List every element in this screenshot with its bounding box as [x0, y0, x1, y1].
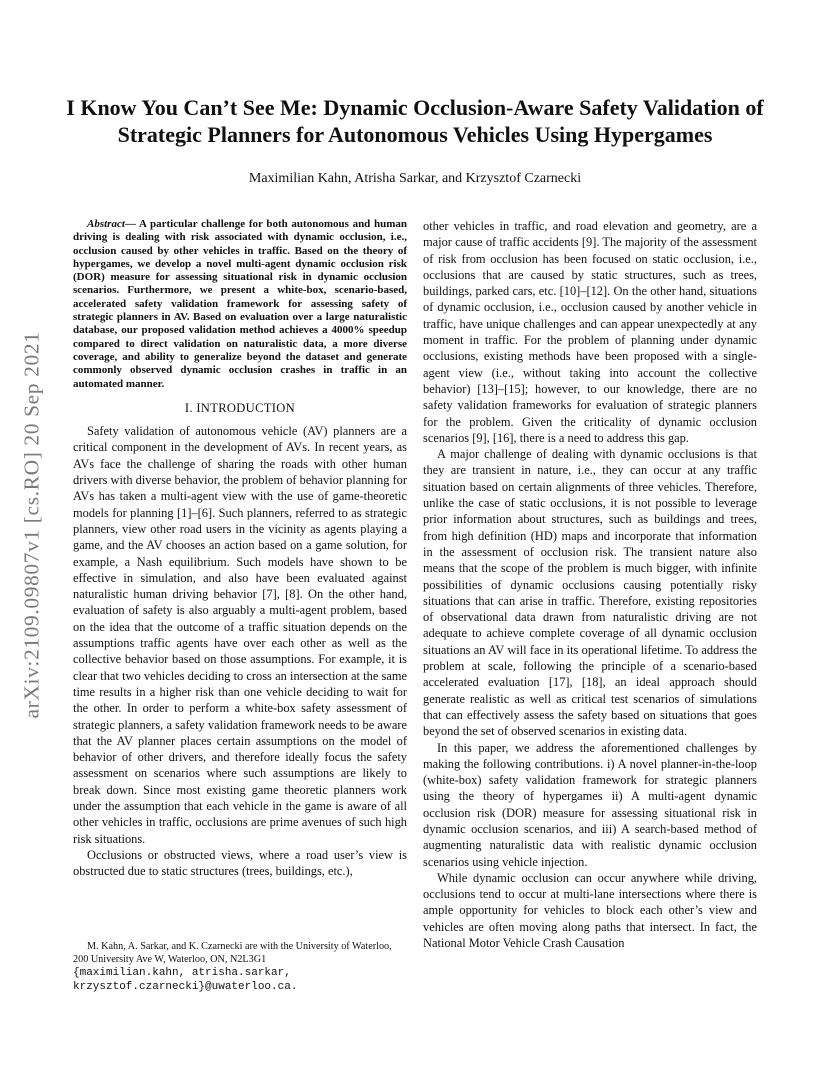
abstract [73, 218, 407, 391]
affiliation-footnote [73, 940, 407, 994]
footnote-email-line: krzysztof.czarnecki}@uwaterloo.ca. [73, 981, 298, 993]
author-list: Maximilian Kahn, Atrisha Sarkar, and Krzysztof Czarnecki [248, 171, 582, 186]
intro-paragraph: Safety validation of autonomous vehicle (AV) planners are a critical component in the development of AVs. In recent years, as AVs face the challenge of sharing the roads with other human drivers with diverse behavior, the problem of behavior planning for AVs has taken a multi-agent view with the use of game-theoretic models for planning [1]–[6]. Such planners, referred to as strategic planners, view other road users in the vicinity as agents playing a game, and the AV chooses an action based on a game solution, for example, a Nash equilibrium. Such models have shown to be effective in simulation, and also have been evaluated against naturalistic human driving behavior [7], [8]. On the other hand, evaluation of safety is also arguably a multi-agent problem, based on the idea that the outcome of a traffic situation depends on the assumptions traffic agents have over each other as well as the collective behavior based on those assumptions. For example, it is clear that two vehicles deciding to cross an intersection at the same time results in a higher risk than one vehicle deciding to wait for the other. In order to perform a white-box safety assessment of strategic planners, a safety validation framework needs to be aware that the AV planner places certain assumptions on the model of behavior of other drivers, and therefore ideally focus the safety assessment on scenarios where such assumptions are likely to break down. Since most existing game theoretic planners work under the assumption that each vehicle in the game is aware of all other vehicles in traffic, occlusions are prime avenues of such high risk situations. [73, 424, 407, 846]
body-paragraph: A major challenge of dealing with dynamic occlusions is that they are transient in nature, i.e., they can occur at any traffic situation based on certain alignments of three vehicles. Therefore, unlike the case of static occlusions, it is not possible to leverage prior information about structures, such as buildings and trees, from high definition (HD) maps and incorporate that information in the assessment of occlusion risk. The transient nature also means that the scope of the problem is much bigger, with infinite possibilities of dynamic occlusions causing potentially risky situations that can arise in traffic. Therefore, existing repositories of observational data drawn from naturalistic driving are not adequate to achieve complete coverage of all dynamic occlusion situations an AV will face in its operational lifetime. To address the problem at scale, following the principle of a scenario-based accelerated evaluation [17], [18], an ideal approach should generate realistic as well as critical test scenarios of simulations that can effectively assess the safety based on situations that goes beyond the set of observed scenarios in existing data. [423, 447, 757, 739]
abstract-label: Abstract [87, 218, 125, 230]
right-column [423, 218, 757, 951]
arxiv-id-text: arXiv:2109.09807v1 [cs.RO] 20 Sep 2021 [19, 331, 44, 719]
arxiv-identifier-stamp [10, 290, 54, 760]
body-paragraph: While dynamic occlusion can occur anywhere while driving, occlusions tend to occur at multi-lane intersections where there is ample opportunity for vehicles to block each other’s view and vehicles are often moving along paths that intersect. In fact, the National Motor Vehicle Crash Causation [423, 870, 757, 951]
section-heading: I. INTRODUCTION [184, 400, 296, 415]
body-paragraph: In this paper, we address the aforementioned challenges by making the following contributions. i) A novel planner-in-the-loop (white-box) safety validation framework for strategic planners using the theory of hypergames ii) A multi-agent dynamic occlusion risk (DOR) measure for assessing situational risk in dynamic occlusion scenarios, and iii) A search-based method of augmenting naturalistic data with realistic dynamic occlusion scenarios using vehicle injection. [423, 740, 757, 869]
paper-title: I Know You Can’t See Me: Dynamic Occlusion-Aware Safety Validation of Strategic Planners for Autonomous Vehicles Using Hypergames [66, 95, 764, 147]
footnote-email-line: {maximilian.kahn, atrisha.sarkar, [73, 967, 291, 979]
left-column [73, 218, 407, 879]
footnote-text: M. Kahn, A. Sarkar, and K. Czarnecki are with the University of Waterloo, 200 University Ave W, Waterloo, ON, N2L3G1 [73, 941, 392, 965]
abstract-body: — A particular challenge for both autonomous and human driving is dealing with risk associated with dynamic occlusion, i.e., occlusion caused by other vehicles in traffic. Based on the theory of hypergames, we develop a novel multi-agent dynamic occlusion risk (DOR) measure for assessing situational risk in dynamic occlusion scenarios. Furthermore, we present a white-box, scenario-based, accelerated safety validation framework for assessing safety of strategic planners in AV. Based on evaluation over a large naturalistic database, our proposed validation method achieves a 4000% speedup compared to direct validation on naturalistic data, a more diverse coverage, and ability to generalize beyond the dataset and generate commonly observed dynamic occlusion crashes in traffic in an automated manner. [73, 218, 407, 390]
intro-paragraph: Occlusions or obstructed views, where a road user’s view is obstructed due to static structures (trees, buildings, etc.), [73, 847, 407, 879]
body-paragraph: other vehicles in traffic, and road elevation and geometry, are a major cause of traffic accidents [9]. The majority of the assessment of risk from occlusion has been focused on static occlusion, i.e., occlusions that are caused by static structures, such as trees, buildings, parked cars, etc. [10]–[12]. On the other hand, situations of dynamic occlusion, i.e., occlusion caused by another vehicle in traffic, have unique challenges and can appear unexpectedly at any moment in traffic. For the problem of planning under dynamic occlusions, existing methods have been proposed with a single-agent view (i.e., without taking into account the collective behavior) [13]–[15]; however, to our knowledge, there are no safety validation frameworks for evaluation of strategic planners for the problem. Given the criticality of dynamic occlusion scenarios [9], [16], there is a need to address this gap. [423, 219, 757, 445]
